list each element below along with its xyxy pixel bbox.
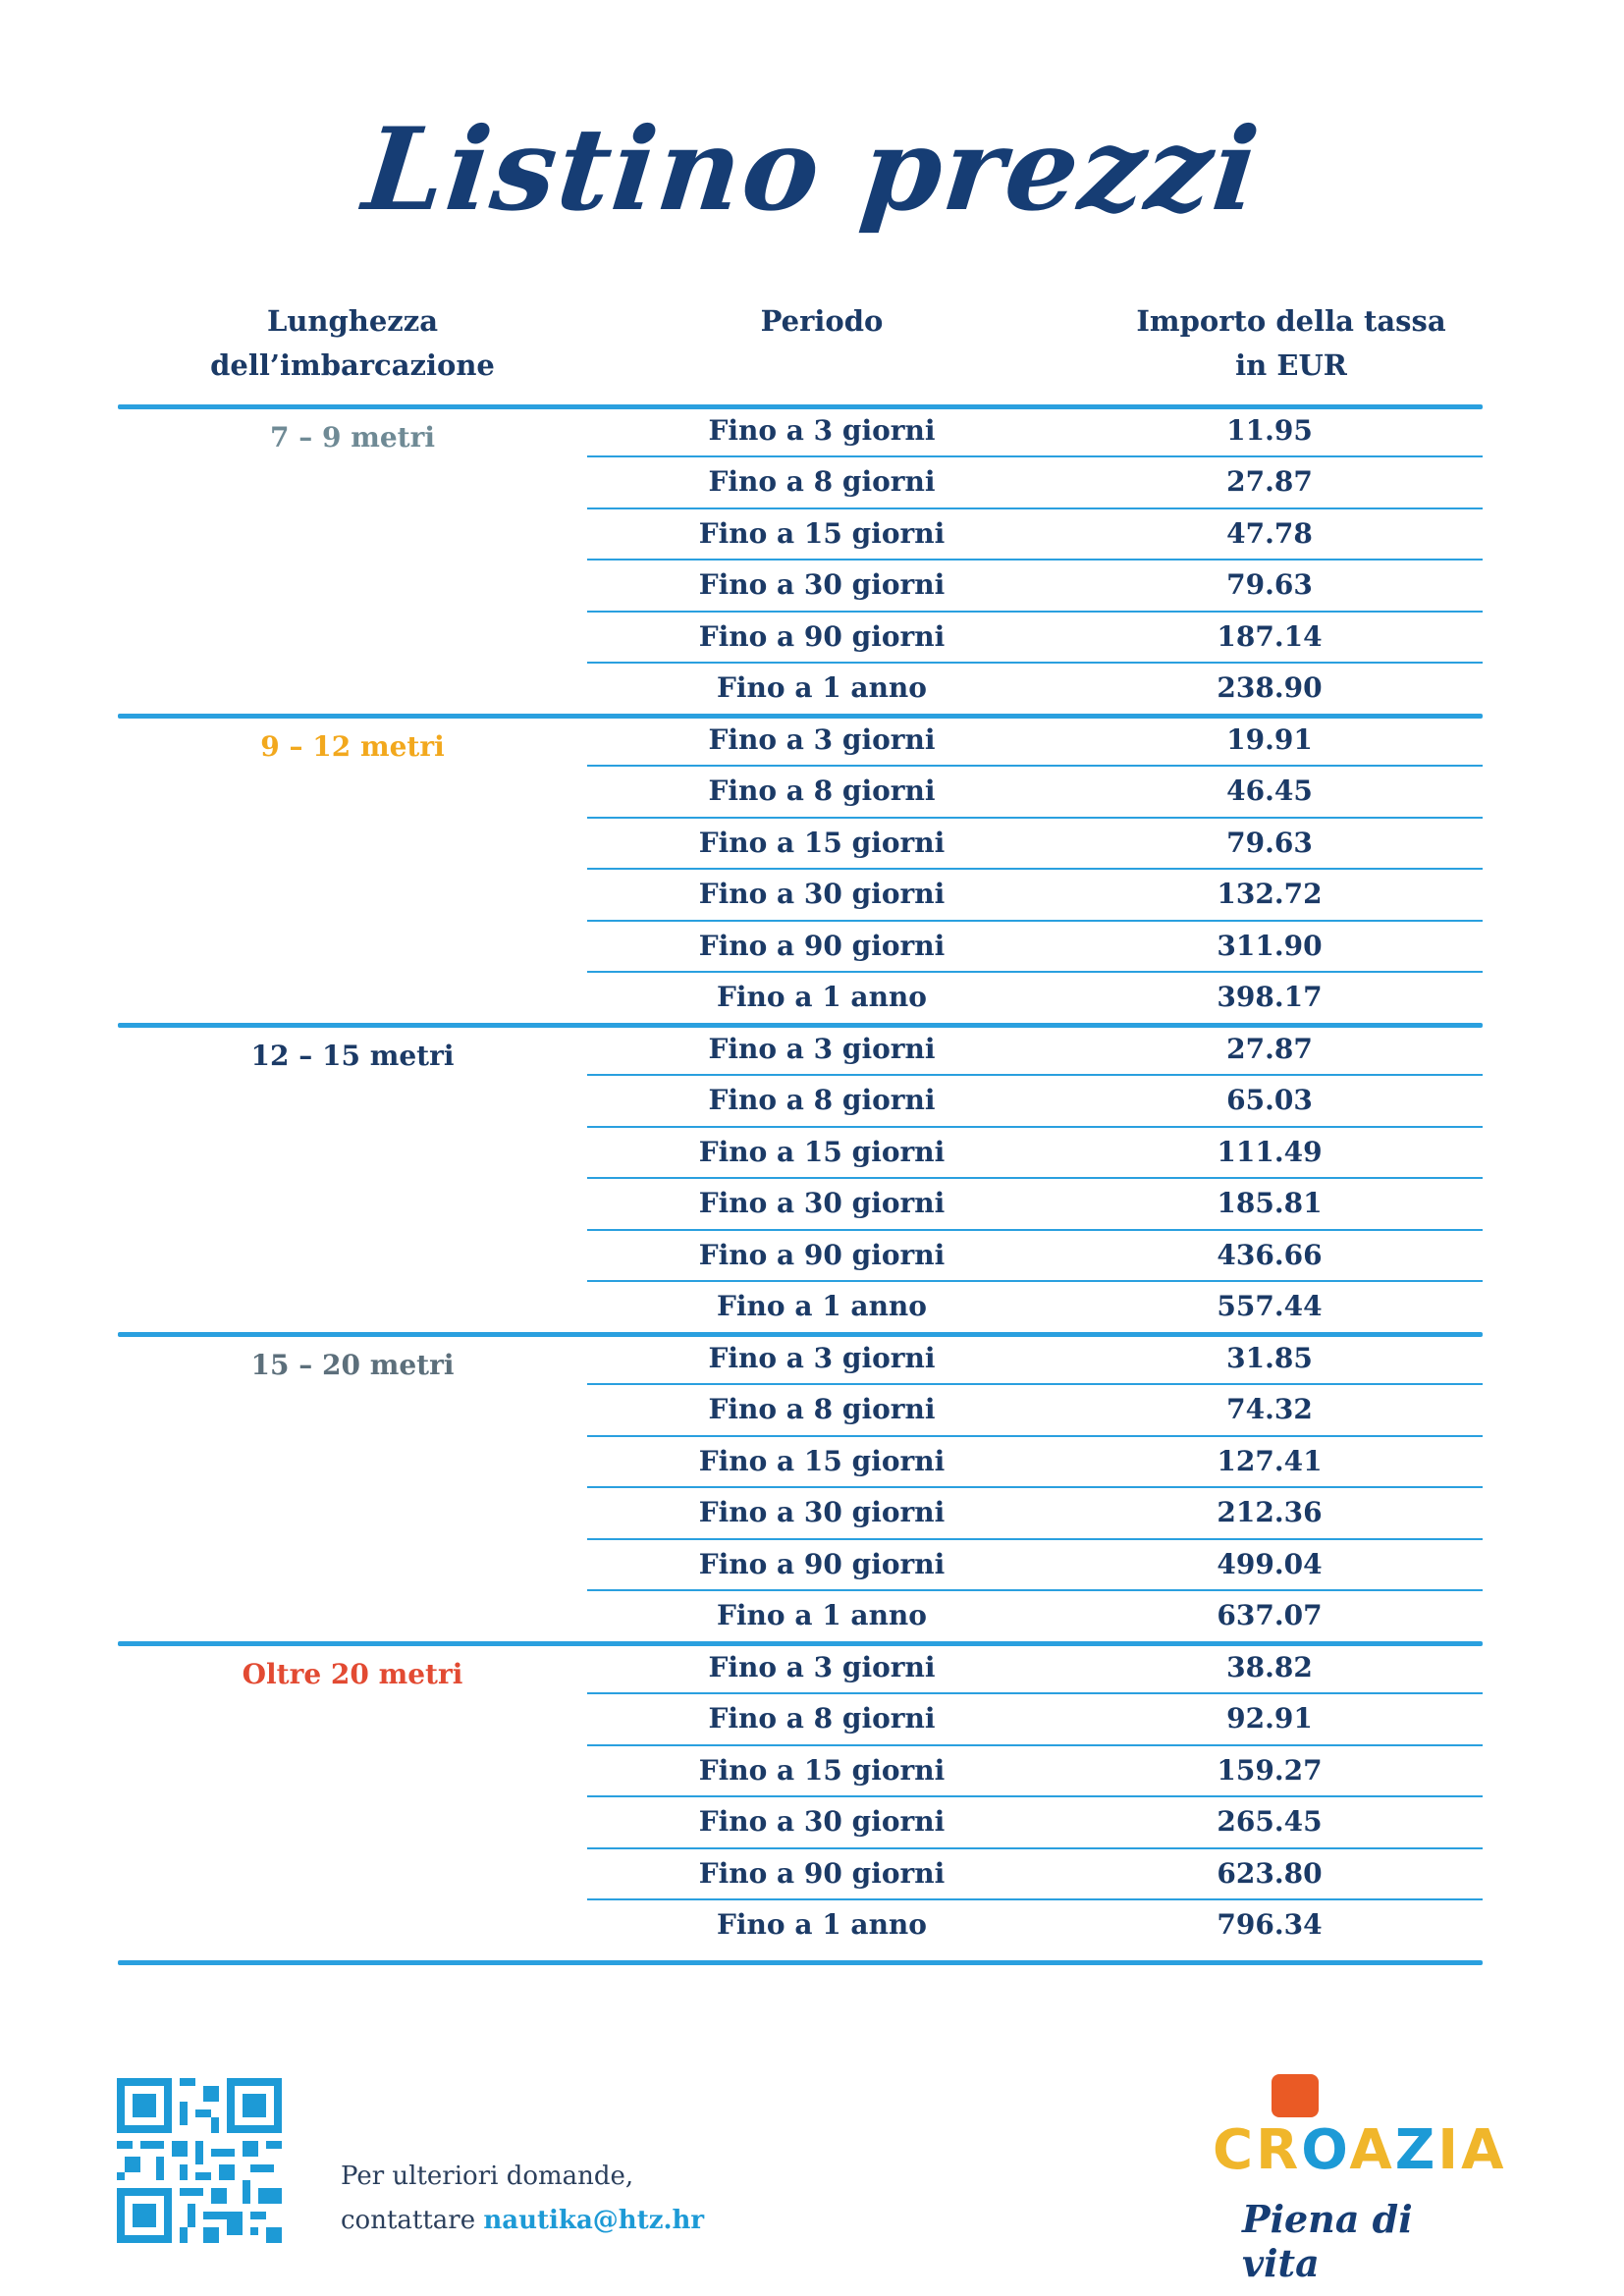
column-header-length: Lunghezza dell’imbarcazione [210,304,495,382]
amount-cell: 47.78 [1226,516,1313,550]
row-divider [587,559,1483,561]
amount-cell: 499.04 [1217,1547,1323,1580]
period-cell: Fino a 3 giorni [708,1033,936,1065]
contact-line: Per ulteriori domande, [341,2162,634,2191]
amount-cell: 38.82 [1226,1651,1313,1683]
table-row [587,1435,1483,1486]
period-cell: Fino a 30 giorni [698,1496,946,1529]
amount-cell: 796.34 [1217,1908,1323,1941]
table-row [587,1126,1483,1177]
table-row [587,507,1483,559]
period-cell: Fino a 15 giorni [698,1135,946,1168]
amount-cell: 185.81 [1217,1187,1323,1220]
length-group [118,404,1483,714]
table-row [587,611,1483,662]
table-row [587,868,1483,919]
amount-cell: 187.14 [1217,619,1323,653]
row-divider [587,868,1483,870]
period-cell: Fino a 8 giorni [708,465,936,499]
length-group [118,714,1483,1023]
row-divider [587,971,1483,973]
row-divider [587,662,1483,664]
table-header [0,299,1624,398]
period-cell: Fino a 1 anno [717,1290,927,1322]
amount-cell: 212.36 [1217,1496,1323,1529]
logo-tagline: Piena di vita [1242,2197,1413,2285]
row-divider [587,1744,1483,1746]
period-cell: Fino a 90 giorni [698,619,946,653]
amount-cell: 265.45 [1217,1805,1323,1839]
table-bottom-divider [118,1960,1483,1965]
table-row [587,1641,1483,1692]
length-range-label: 7 – 9 metri [270,421,435,454]
amount-cell: 398.17 [1217,981,1323,1013]
table-row [587,1538,1483,1589]
period-cell: Fino a 3 giorni [708,414,936,447]
amount-cell: 238.90 [1217,671,1323,704]
table-row [587,817,1483,868]
row-divider [587,1847,1483,1849]
period-cell: Fino a 3 giorni [708,1342,936,1374]
amount-cell: 436.66 [1217,1238,1323,1271]
length-group [118,1641,1483,1950]
amount-cell: 31.85 [1226,1342,1313,1374]
period-cell: Fino a 8 giorni [708,1702,936,1735]
table-row [587,404,1483,455]
period-cell: Fino a 90 giorni [698,1547,946,1580]
email-link[interactable]: nautika@htz.hr [483,2206,705,2235]
period-cell: Fino a 30 giorni [698,568,946,602]
price-table [118,404,1483,1950]
table-row [587,1486,1483,1537]
period-cell: Fino a 90 giorni [698,1238,946,1271]
table-row [587,662,1483,713]
row-divider [587,1692,1483,1694]
amount-cell: 557.44 [1217,1290,1323,1322]
amount-cell: 27.87 [1226,465,1313,499]
period-cell: Fino a 8 giorni [708,774,936,808]
period-cell: Fino a 30 giorni [698,878,946,911]
period-cell: Fino a 1 anno [717,1908,927,1941]
amount-cell: 79.63 [1226,826,1313,859]
table-row [587,1074,1483,1125]
croazia-logo [1203,2069,1507,2285]
table-row [587,1177,1483,1228]
period-cell: Fino a 3 giorni [708,1651,936,1683]
table-row [587,971,1483,1022]
amount-cell: 65.03 [1226,1084,1313,1117]
table-row [587,1023,1483,1074]
table-row [587,920,1483,971]
period-cell: Fino a 15 giorni [698,516,946,550]
row-divider [587,1795,1483,1797]
amount-cell: 27.87 [1226,1033,1313,1065]
row-divider [587,765,1483,767]
row-divider [587,507,1483,509]
page-title: Listino prezzi [357,103,1267,237]
amount-cell: 637.07 [1217,1599,1323,1631]
row-divider [587,920,1483,922]
period-cell: Fino a 1 anno [717,671,927,704]
table-row [587,559,1483,610]
contact-prefix: contattare [341,2206,476,2235]
table-row [587,1847,1483,1898]
length-range-label: 12 – 15 metri [250,1040,455,1072]
period-cell: Fino a 1 anno [717,1599,927,1631]
row-divider [587,1074,1483,1076]
amount-cell: 11.95 [1226,414,1313,447]
amount-cell: 311.90 [1217,929,1323,962]
row-divider [587,1538,1483,1540]
row-divider [587,1229,1483,1231]
length-range-label: Oltre 20 metri [242,1658,463,1690]
logo-wordmark: CROAZIA [1213,2118,1507,2182]
period-cell: Fino a 90 giorni [698,1856,946,1890]
amount-cell: 92.91 [1226,1702,1313,1735]
length-range-label: 9 – 12 metri [260,730,445,763]
period-cell: Fino a 15 giorni [698,826,946,859]
period-cell: Fino a 1 anno [717,981,927,1013]
period-cell: Fino a 30 giorni [698,1805,946,1839]
row-divider [587,817,1483,819]
row-divider [587,1486,1483,1488]
amount-cell: 79.63 [1226,568,1313,602]
table-row [587,1280,1483,1331]
table-row [587,455,1483,507]
table-row [587,1795,1483,1846]
period-cell: Fino a 3 giorni [708,723,936,756]
row-divider [587,1898,1483,1900]
qr-code-icon [117,2078,282,2243]
period-cell: Fino a 8 giorni [708,1393,936,1426]
row-divider [587,1280,1483,1282]
table-row [587,1589,1483,1640]
table-row [587,1744,1483,1795]
table-row [587,1332,1483,1383]
length-group [118,1332,1483,1641]
period-cell: Fino a 15 giorni [698,1753,946,1787]
row-divider [587,1435,1483,1437]
amount-cell: 127.41 [1217,1444,1323,1477]
contact-info [341,2155,704,2243]
amount-cell: 623.80 [1217,1856,1323,1890]
table-row [587,714,1483,765]
column-header-period: Periodo [760,304,884,338]
amount-cell: 159.27 [1217,1753,1323,1787]
period-cell: Fino a 30 giorni [698,1187,946,1220]
column-header-amount: Importo della tassa in EUR [1136,304,1446,382]
row-divider [587,611,1483,613]
length-group [118,1023,1483,1332]
period-cell: Fino a 90 giorni [698,929,946,962]
amount-cell: 132.72 [1217,878,1323,911]
table-row [587,1229,1483,1280]
period-cell: Fino a 15 giorni [698,1444,946,1477]
amount-cell: 74.32 [1226,1393,1313,1426]
table-row [587,765,1483,816]
row-divider [587,1177,1483,1179]
amount-cell: 111.49 [1217,1135,1323,1168]
period-cell: Fino a 8 giorni [708,1084,936,1117]
table-row [587,1692,1483,1743]
row-divider [587,1589,1483,1591]
amount-cell: 46.45 [1226,774,1313,808]
row-divider [587,455,1483,457]
sun-icon [1267,2069,1326,2123]
row-divider [587,1383,1483,1385]
table-row [587,1383,1483,1434]
row-divider [587,1126,1483,1128]
table-row [587,1898,1483,1949]
amount-cell: 19.91 [1226,723,1313,756]
length-range-label: 15 – 20 metri [250,1349,455,1381]
